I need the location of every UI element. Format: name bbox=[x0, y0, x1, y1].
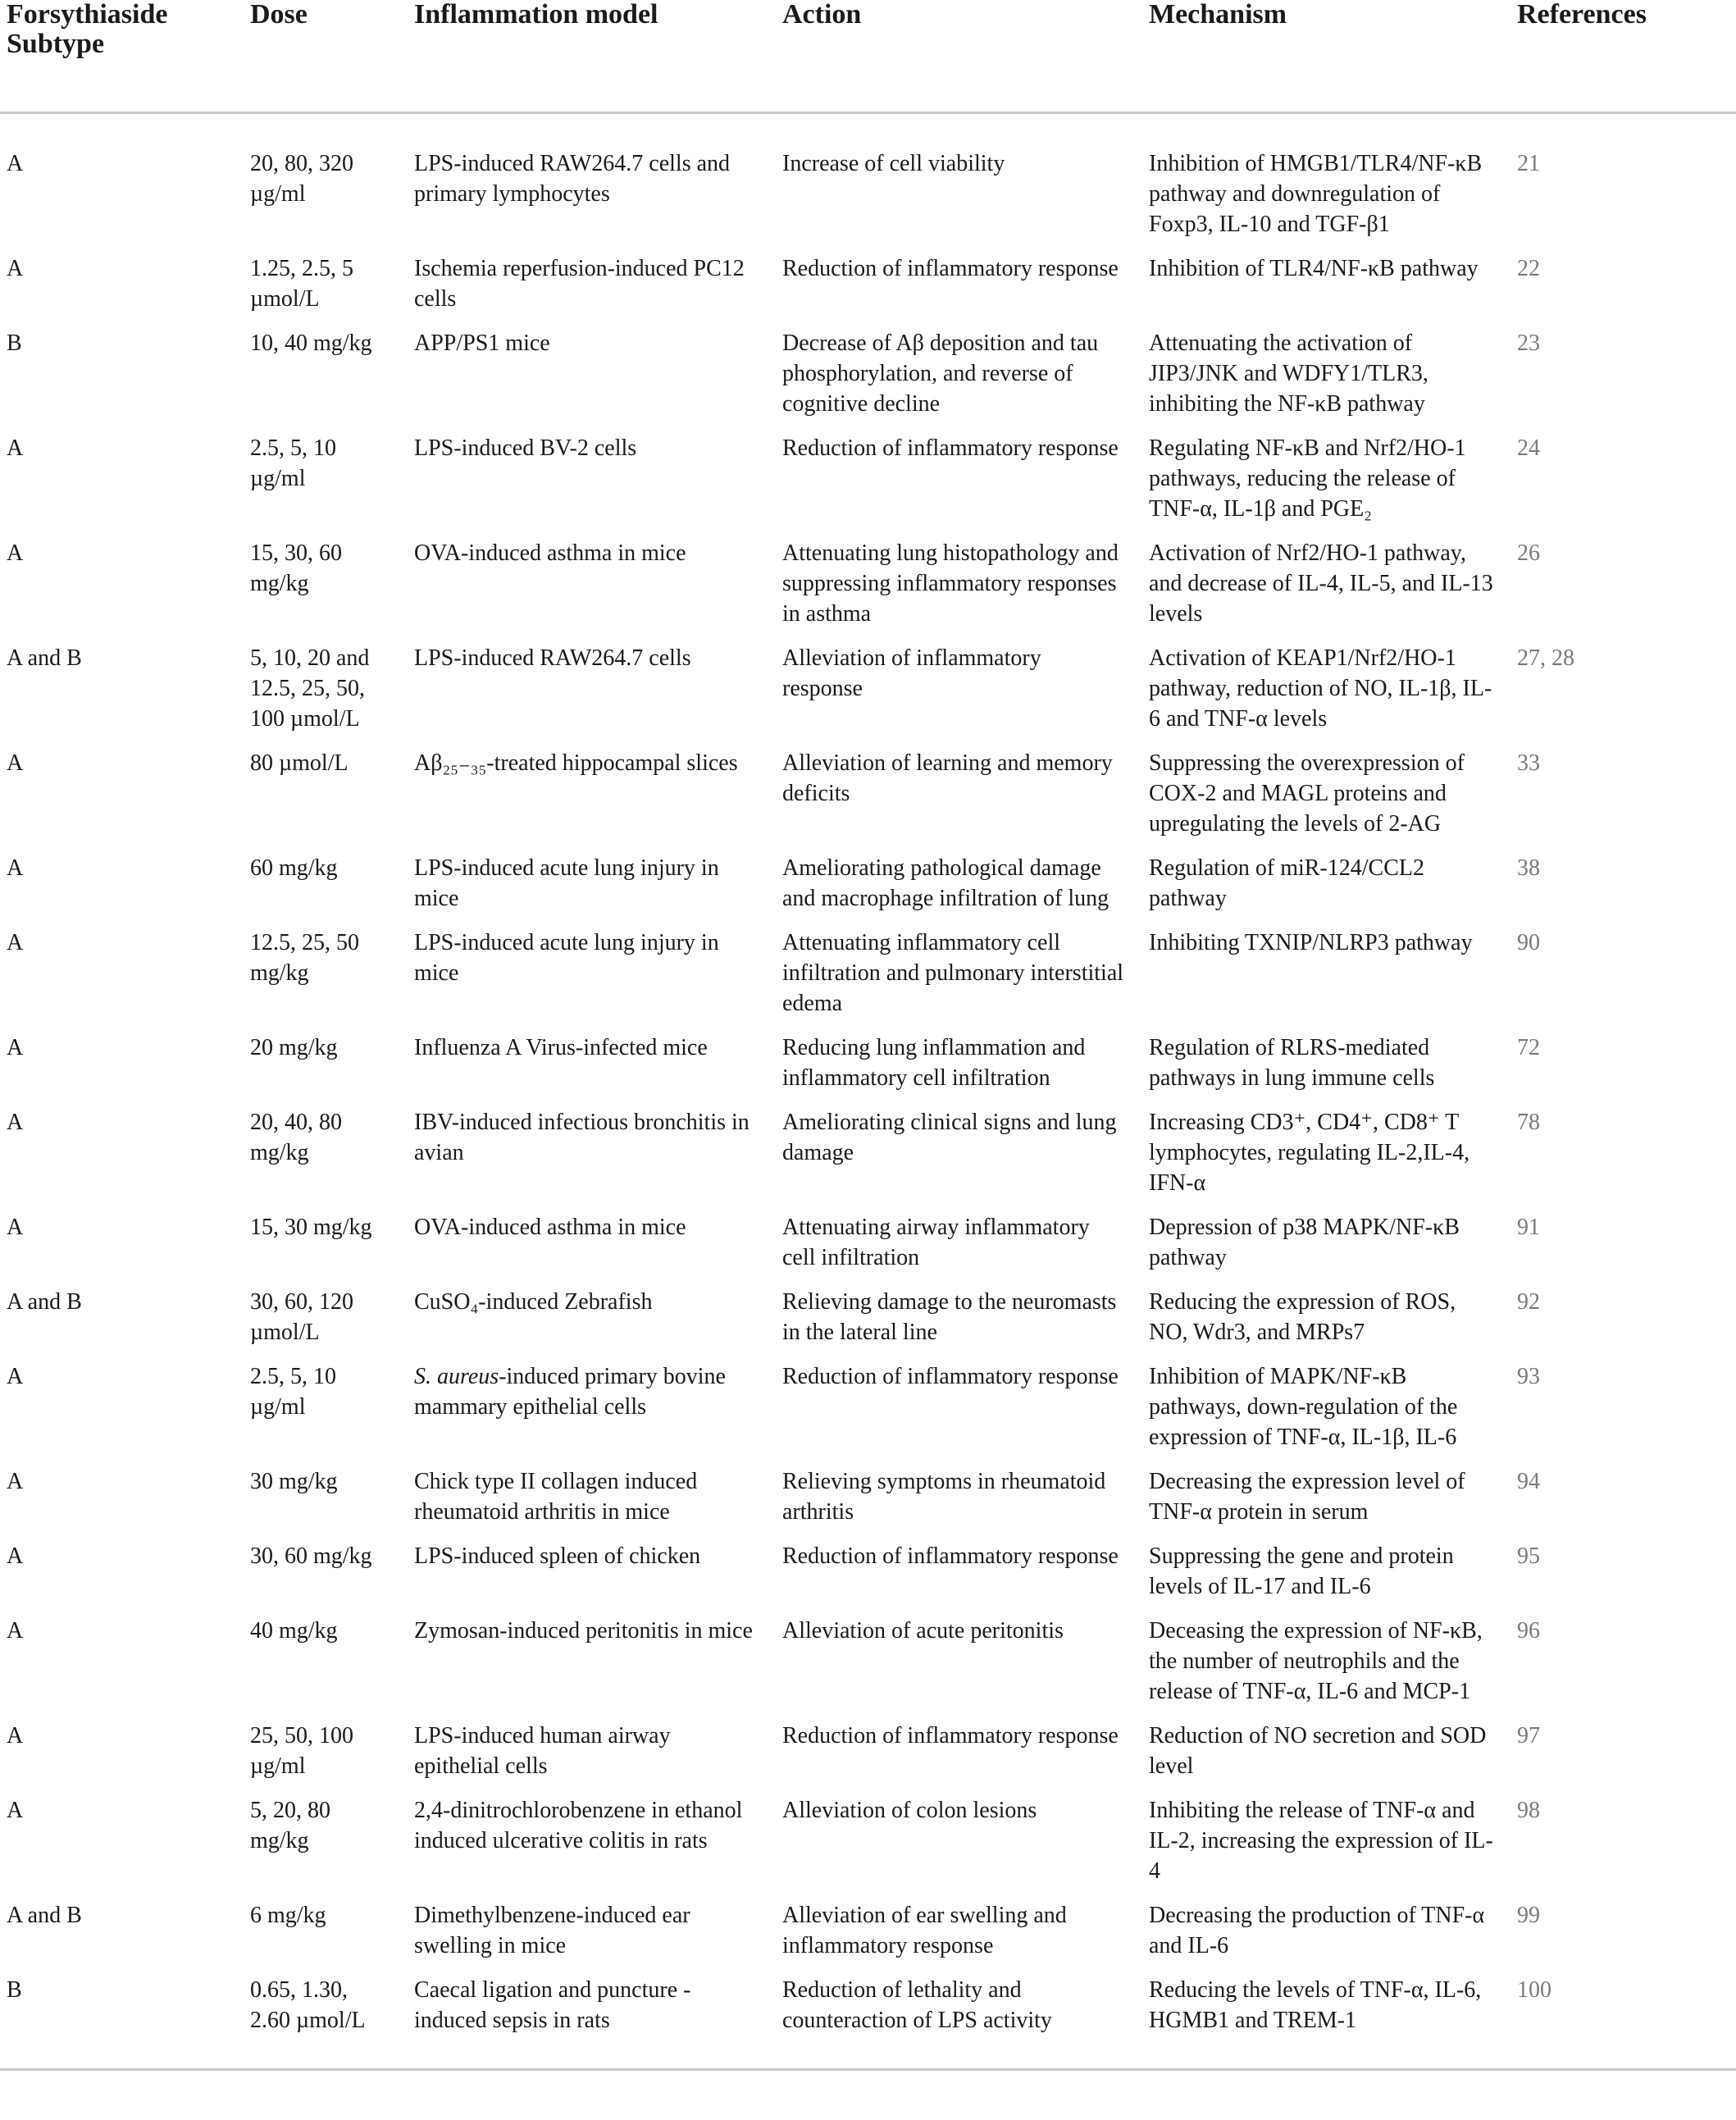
cell-references[interactable]: 27, 28 bbox=[1517, 645, 1574, 671]
cell-dose: 20 mg/kg bbox=[250, 1035, 338, 1060]
cell-model: APP/PS1 mice bbox=[414, 331, 550, 356]
cell-model: CuSO₄-induced Zebrafish bbox=[414, 1289, 653, 1315]
table-row bbox=[0, 1975, 1736, 2070]
cell-subtype: A bbox=[7, 1035, 24, 1060]
cell-dose: 5, 20, 80 mg/kg bbox=[250, 1798, 330, 1853]
header-action: Action bbox=[776, 0, 1142, 113]
header-mechanism: Mechanism bbox=[1142, 0, 1510, 113]
cell-dose: 5, 10, 20 and 12.5, 25, 50, 100 µmol/L bbox=[250, 645, 370, 732]
cell-references[interactable]: 96 bbox=[1517, 1618, 1540, 1644]
cell-references[interactable]: 94 bbox=[1517, 1469, 1540, 1494]
table-row bbox=[0, 928, 1736, 1033]
cell-mechanism: Deceasing the expression of NF-κB, the number of neutrophils and the release of TNF-α, IL-6 and MCP-1 bbox=[1149, 1618, 1483, 1704]
cell-action: Attenuating airway inflammatory cell infiltration bbox=[782, 1215, 1090, 1270]
cell-model: LPS-induced acute lung injury in mice bbox=[414, 855, 719, 911]
table-row bbox=[0, 538, 1736, 643]
cell-subtype: A and B bbox=[7, 645, 82, 671]
cell-dose: 60 mg/kg bbox=[250, 855, 338, 881]
cell-dose: 15, 30 mg/kg bbox=[250, 1215, 372, 1240]
table-row bbox=[0, 253, 1736, 328]
cell-references[interactable]: 72 bbox=[1517, 1035, 1540, 1060]
cell-references[interactable]: 98 bbox=[1517, 1798, 1540, 1823]
cell-mechanism: Suppressing the overexpression of COX-2 and MAGL proteins and upregulating the levels of 2-AG bbox=[1149, 750, 1465, 837]
cell-action: Alleviation of ear swelling and inflammatory response bbox=[782, 1903, 1067, 1958]
cell-subtype: A bbox=[7, 1364, 24, 1389]
cell-mechanism: Decreasing the expression level of TNF-α protein in serum bbox=[1149, 1469, 1465, 1525]
cell-action: Reduction of inflammatory response bbox=[782, 1543, 1119, 1569]
cell-dose: 20, 80, 320 µg/ml bbox=[250, 151, 353, 207]
cell-action: Alleviation of colon lesions bbox=[782, 1798, 1037, 1823]
cell-references[interactable]: 23 bbox=[1517, 331, 1540, 356]
cell-action: Reduction of inflammatory response bbox=[782, 1364, 1119, 1389]
table-row bbox=[0, 1361, 1736, 1466]
table-row bbox=[0, 1721, 1736, 1795]
table-row bbox=[0, 1616, 1736, 1721]
table-row bbox=[0, 643, 1736, 748]
cell-subtype: A bbox=[7, 1215, 24, 1240]
cell-model: LPS-induced RAW264.7 cells and primary lymphocytes bbox=[414, 151, 731, 207]
table-row bbox=[0, 1287, 1736, 1361]
cell-dose: 1.25, 2.5, 5 µmol/L bbox=[250, 256, 353, 312]
table-row bbox=[0, 1212, 1736, 1287]
cell-references[interactable]: 22 bbox=[1517, 256, 1540, 281]
cell-dose: 25, 50, 100 µg/ml bbox=[250, 1723, 353, 1779]
cell-dose: 0.65, 1.30, 2.60 µmol/L bbox=[244, 1975, 408, 2070]
cell-subtype: B bbox=[0, 1975, 244, 2070]
cell-action: Increase of cell viability bbox=[782, 151, 1005, 176]
header-row bbox=[0, 0, 1736, 113]
cell-dose: 20, 40, 80 mg/kg bbox=[250, 1110, 342, 1165]
cell-mechanism: Regulating NF-κB and Nrf2/HO-1 pathways, reducing the release of TNF-α, IL-1β and PGE₂ bbox=[1149, 435, 1466, 522]
table-row bbox=[0, 853, 1736, 928]
cell-action: Ameliorating pathological damage and macrophage infiltration of lung bbox=[782, 855, 1109, 911]
cell-model: LPS-induced human airway epithelial cells bbox=[414, 1723, 671, 1779]
cell-subtype: A bbox=[7, 750, 24, 776]
cell-subtype: A bbox=[7, 855, 24, 881]
cell-subtype: A bbox=[7, 1469, 24, 1494]
cell-dose: 30, 60, 120 µmol/L bbox=[250, 1289, 353, 1345]
cell-mechanism: Reduction of NO secretion and SOD level bbox=[1149, 1723, 1487, 1779]
cell-mechanism: Inhibition of HMGB1/TLR4/NF-κB pathway and downregulation of Foxp3, IL-10 and TGF-β1 bbox=[1149, 151, 1483, 237]
table-row bbox=[0, 1107, 1736, 1212]
cell-model: Zymosan-induced peritonitis in mice bbox=[414, 1618, 753, 1644]
cell-subtype: A bbox=[7, 256, 24, 281]
cell-model: Aβ₂₅₋₃₅-treated hippocampal slices bbox=[414, 750, 738, 776]
cell-references[interactable]: 90 bbox=[1517, 930, 1540, 955]
cell-dose: 2.5, 5, 10 µg/ml bbox=[250, 435, 336, 491]
cell-mechanism: Regulation of miR-124/CCL2 pathway bbox=[1149, 855, 1424, 911]
cell-action: Reduction of inflammatory response bbox=[782, 435, 1119, 461]
cell-action: Decrease of Aβ deposition and tau phosphorylation, and reverse of cognitive decline bbox=[782, 331, 1099, 417]
cell-action: Relieving damage to the neuromasts in the lateral line bbox=[782, 1289, 1117, 1345]
cell-model: IBV-induced infectious bronchitis in avian bbox=[414, 1110, 750, 1165]
cell-action: Reducing lung inflammation and inflammatory cell infiltration bbox=[782, 1035, 1086, 1091]
cell-subtype: A and B bbox=[7, 1903, 82, 1928]
cell-model: LPS-induced RAW264.7 cells bbox=[414, 645, 691, 671]
cell-mechanism: Increasing CD3⁺, CD4⁺, CD8⁺ T lymphocytes, regulating IL-2,IL-4, IFN-α bbox=[1149, 1110, 1470, 1196]
species-name: S. aureus bbox=[414, 1364, 499, 1389]
cell-subtype: B bbox=[7, 331, 22, 356]
cell-dose: 40 mg/kg bbox=[250, 1618, 338, 1644]
cell-mechanism: Depression of p38 MAPK/NF-κB pathway bbox=[1149, 1215, 1460, 1270]
cell-references[interactable]: 38 bbox=[1517, 855, 1540, 881]
cell-subtype: A bbox=[7, 930, 24, 955]
cell-subtype: A bbox=[7, 1723, 24, 1748]
cell-dose: 10, 40 mg/kg bbox=[250, 331, 372, 356]
cell-subtype: A bbox=[7, 1543, 24, 1569]
table-row bbox=[0, 1900, 1736, 1975]
cell-model: Influenza A Virus-infected mice bbox=[414, 1035, 708, 1060]
table-row bbox=[0, 1466, 1736, 1541]
table-row bbox=[0, 113, 1736, 254]
cell-model: LPS-induced spleen of chicken bbox=[414, 1543, 701, 1569]
cell-mechanism: Suppressing the gene and protein levels of IL-17 and IL-6 bbox=[1149, 1543, 1454, 1599]
cell-mechanism: Inhibiting the release of TNF-α and IL-2, increasing the expression of IL-4 bbox=[1149, 1798, 1493, 1884]
cell-references[interactable]: 21 bbox=[1517, 151, 1540, 176]
cell-references[interactable]: 91 bbox=[1517, 1215, 1540, 1240]
header-references: References bbox=[1510, 0, 1736, 113]
cell-subtype: A bbox=[7, 1618, 24, 1644]
cell-dose: 6 mg/kg bbox=[250, 1903, 326, 1928]
cell-mechanism: Inhibition of MAPK/NF-κB pathways, down-regulation of the expression of TNF-α, IL-1β, IL-6 bbox=[1149, 1364, 1458, 1450]
cell-references[interactable]: 100 bbox=[1510, 1975, 1736, 2070]
cell-model: Ischemia reperfusion-induced PC12 cells bbox=[414, 256, 745, 312]
cell-dose: 15, 30, 60 mg/kg bbox=[250, 540, 342, 596]
cell-dose: 30, 60 mg/kg bbox=[250, 1543, 372, 1569]
cell-references[interactable]: 97 bbox=[1517, 1723, 1540, 1748]
cell-action: Attenuating inflammatory cell infiltration and pulmonary interstitial edema bbox=[782, 930, 1124, 1016]
cell-references[interactable]: 95 bbox=[1517, 1543, 1540, 1569]
cell-mechanism: Regulation of RLRS-mediated pathways in lung immune cells bbox=[1149, 1035, 1435, 1091]
table-row bbox=[0, 328, 1736, 433]
cell-mechanism: Inhibition of TLR4/NF-κB pathway bbox=[1149, 256, 1479, 281]
cell-action: Alleviation of acute peritonitis bbox=[782, 1618, 1064, 1644]
cell-mechanism: Reducing the levels of TNF-α, IL-6, HGMB1 and TREM-1 bbox=[1142, 1975, 1510, 2070]
header-dose: Dose bbox=[244, 0, 408, 113]
cell-subtype: A bbox=[7, 435, 24, 461]
cell-mechanism: Activation of KEAP1/Nrf2/HO-1 pathway, reduction of NO, IL-1β, IL-6 and TNF-α levels bbox=[1149, 645, 1492, 732]
table-row bbox=[0, 1541, 1736, 1616]
cell-subtype: A bbox=[7, 1798, 24, 1823]
cell-model: Dimethylbenzene-induced ear swelling in mice bbox=[414, 1903, 690, 1958]
cell-action: Reduction of inflammatory response bbox=[782, 1723, 1119, 1748]
table-row bbox=[0, 748, 1736, 853]
cell-subtype: A bbox=[7, 540, 24, 566]
cell-model: Chick type II collagen induced rheumatoid arthritis in mice bbox=[414, 1469, 698, 1525]
cell-model: Caecal ligation and puncture -induced sepsis in rats bbox=[408, 1975, 776, 2070]
cell-references[interactable]: 33 bbox=[1517, 750, 1540, 776]
cell-model: LPS-induced acute lung injury in mice bbox=[414, 930, 719, 986]
table-row bbox=[0, 1033, 1736, 1107]
cell-references[interactable]: 99 bbox=[1517, 1903, 1540, 1928]
cell-references[interactable]: 26 bbox=[1517, 540, 1540, 566]
cell-action: Alleviation of inflammatory response bbox=[782, 645, 1041, 701]
cell-model: LPS-induced BV-2 cells bbox=[414, 435, 637, 461]
cell-model: OVA-induced asthma in mice bbox=[414, 1215, 686, 1240]
cell-action: Alleviation of learning and memory deficits bbox=[782, 750, 1113, 806]
cell-references[interactable]: 92 bbox=[1517, 1289, 1540, 1315]
cell-mechanism: Attenuating the activation of JIP3/JNK and WDFY1/TLR3, inhibiting the NF-κB pathway bbox=[1149, 331, 1428, 417]
cell-action: Ameliorating clinical signs and lung damage bbox=[782, 1110, 1117, 1165]
cell-subtype: A bbox=[7, 1110, 24, 1135]
cell-action: Reduction of lethality and counteraction of LPS activity bbox=[776, 1975, 1142, 2070]
cell-dose: 2.5, 5, 10 µg/ml bbox=[250, 1364, 336, 1420]
cell-dose: 12.5, 25, 50 mg/kg bbox=[250, 930, 359, 986]
table-row bbox=[0, 433, 1736, 538]
header-subtype: Forsythiaside Subtype bbox=[0, 0, 244, 113]
cell-mechanism: Inhibiting TXNIP/NLRP3 pathway bbox=[1149, 930, 1473, 955]
cell-model: OVA-induced asthma in mice bbox=[414, 540, 686, 566]
cell-dose: 80 µmol/L bbox=[250, 750, 349, 776]
cell-model: 2,4-dinitrochlorobenzene in ethanol induced ulcerative colitis in rats bbox=[414, 1798, 743, 1853]
cell-model: S. aureus-induced primary bovine mammary epithelial cells bbox=[414, 1364, 726, 1420]
header-model: Inflammation model bbox=[408, 0, 776, 113]
cell-references[interactable]: 24 bbox=[1517, 435, 1540, 461]
cell-references[interactable]: 93 bbox=[1517, 1364, 1540, 1389]
cell-subtype: A bbox=[7, 151, 24, 176]
cell-action: Attenuating lung histopathology and suppressing inflammatory responses in asthma bbox=[782, 540, 1119, 627]
cell-action: Relieving symptoms in rheumatoid arthritis bbox=[782, 1469, 1106, 1525]
cell-action: Reduction of inflammatory response bbox=[782, 256, 1119, 281]
cell-subtype: A and B bbox=[7, 1289, 82, 1315]
cell-mechanism: Decreasing the production of TNF-α and IL-6 bbox=[1149, 1903, 1485, 1958]
cell-mechanism: Reducing the expression of ROS, NO, Wdr3, and MRPs7 bbox=[1149, 1289, 1456, 1345]
cell-dose: 30 mg/kg bbox=[250, 1469, 338, 1494]
cell-mechanism: Activation of Nrf2/HO-1 pathway, and decrease of IL-4, IL-5, and IL-13 levels bbox=[1149, 540, 1493, 627]
cell-references[interactable]: 78 bbox=[1517, 1110, 1540, 1135]
table-row bbox=[0, 1795, 1736, 1900]
